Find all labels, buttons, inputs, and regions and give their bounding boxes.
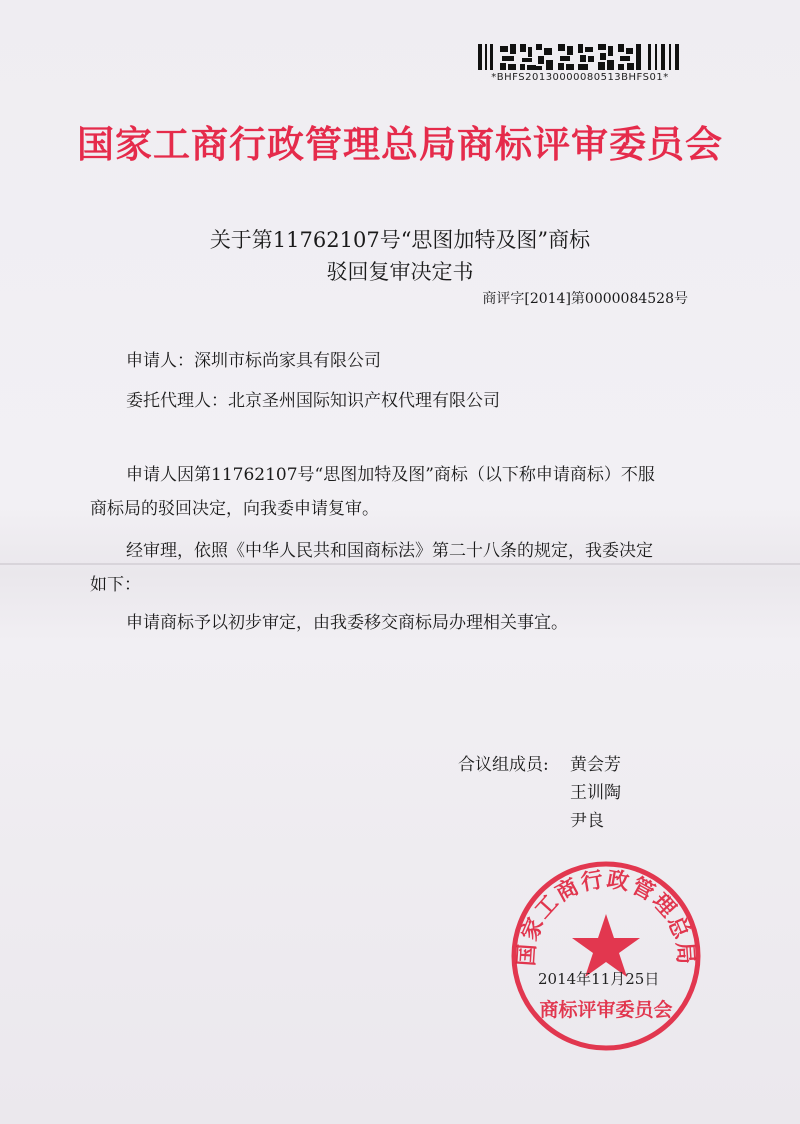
body-paragraph-2-line-2: 如下： <box>90 575 141 595</box>
body-paragraph-1-line-1: 申请人因第11762107号“思图加特及图”商标（以下称申请商标）不服 <box>126 465 655 485</box>
decision-title-line2: 驳回复审决定书 <box>326 260 474 284</box>
decision-title-line1: 关于第11762107号“思图加特及图”商标 <box>209 228 591 252</box>
barcode-number: *BHFS20130000080513BHFS01* <box>491 72 669 83</box>
decision-date: 2014年11月25日 <box>538 970 660 988</box>
panel-member: 尹良 <box>570 811 604 831</box>
official-seal <box>506 856 706 1056</box>
paper-fold <box>0 563 800 565</box>
organization-title: 国家工商行政管理总局商标评审委员会 <box>77 123 723 166</box>
panel-member: 黄会芳 <box>570 755 621 775</box>
panel-member: 王训陶 <box>570 783 621 803</box>
panel-members-label: 合议组成员: <box>458 755 549 775</box>
applicant-line: 申请人：深圳市标尚家具有限公司 <box>126 351 381 371</box>
svg-text:商标评审委员会: 商标评审委员会 <box>539 999 673 1021</box>
barcode <box>478 44 682 70</box>
agent-line: 委托代理人：北京圣州国际知识产权代理有限公司 <box>126 391 500 411</box>
body-paragraph-3-line-1: 申请商标予以初步审定，由我委移交商标局办理相关事宜。 <box>126 613 568 633</box>
svg-text:国家工商行政管理总局: 国家工商行政管理总局 <box>514 867 698 967</box>
document-number: 商评字[2014]第0000084528号 <box>482 291 688 307</box>
body-paragraph-1-line-2: 商标局的驳回决定，向我委申请复审。 <box>90 499 379 519</box>
body-paragraph-2-line-1: 经审理，依照《中华人民共和国商标法》第二十八条的规定，我委决定 <box>126 541 653 561</box>
